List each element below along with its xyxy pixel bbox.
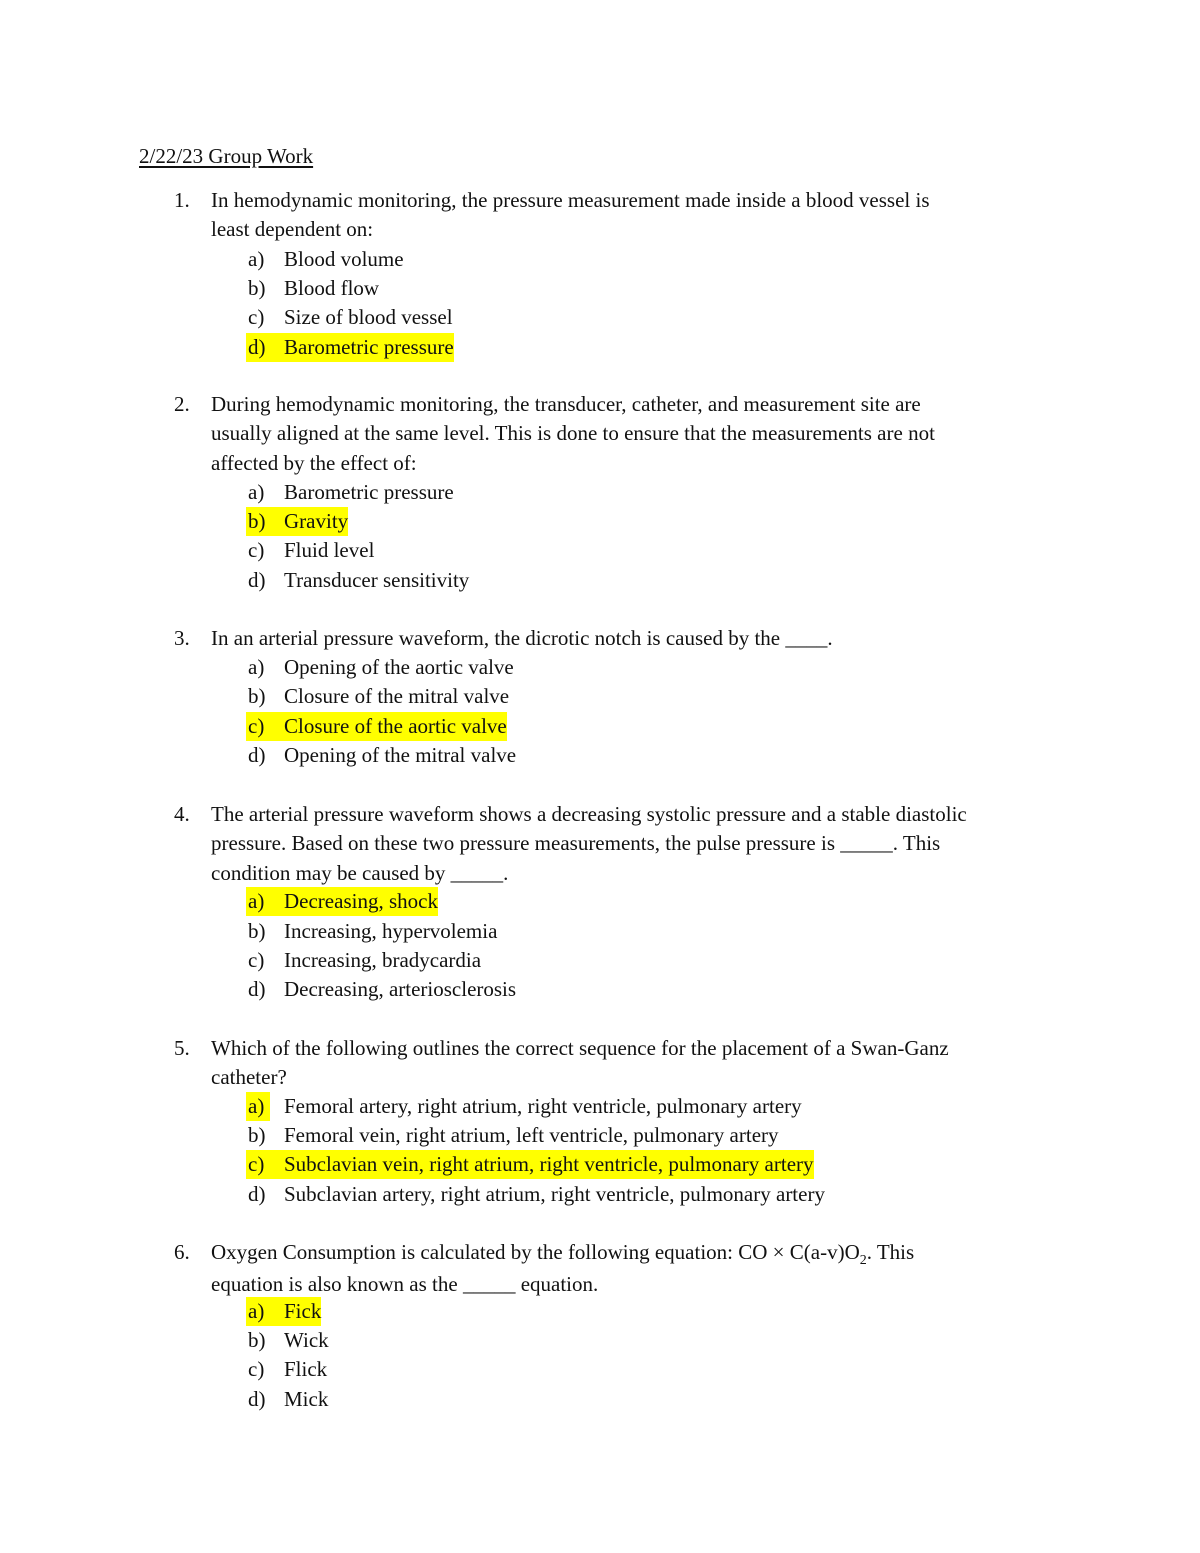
option-letter: d) xyxy=(248,1182,266,1206)
option-a xyxy=(246,478,454,507)
question-line: In an arterial pressure waveform, the dicrotic notch is caused by the ____. xyxy=(211,626,833,650)
option-text: Fluid level xyxy=(284,538,375,562)
option-text: Decreasing, shock xyxy=(284,889,438,913)
option-letter: c) xyxy=(248,948,265,972)
option-letter: b) xyxy=(248,276,266,300)
option-d xyxy=(246,1385,328,1414)
question-line: usually aligned at the same level. This is done to ensure that the measurements are not xyxy=(211,421,935,446)
question-text xyxy=(211,624,1071,653)
option-c xyxy=(246,1355,327,1384)
option-letter: d) xyxy=(248,977,266,1001)
option-b xyxy=(246,274,379,303)
option-text: Barometric pressure xyxy=(284,335,454,359)
option-c xyxy=(246,303,453,332)
option-d-highlighted-answer xyxy=(246,333,454,362)
option-text: Mick xyxy=(284,1387,329,1411)
question-number: 5. xyxy=(174,1036,190,1060)
option-text: Opening of the aortic valve xyxy=(284,655,514,679)
question-number: 4. xyxy=(174,802,190,826)
question-number: 6. xyxy=(174,1240,190,1264)
option-d xyxy=(246,566,469,595)
question-line-with-equation xyxy=(211,1238,1071,1270)
option-letter: c) xyxy=(248,538,265,562)
option-a xyxy=(246,653,514,682)
question-line: The arterial pressure waveform shows a decreasing systolic pressure and a stable diastolic xyxy=(211,802,967,826)
question-number: 1. xyxy=(174,188,190,212)
option-letter: d) xyxy=(248,743,266,767)
option-letter: a) xyxy=(248,655,265,679)
equation-prefix: Oxygen Consumption is calculated by the following equation: CO × C(a-v)O xyxy=(211,1240,860,1264)
equation-subscript: 2 xyxy=(859,1253,867,1268)
option-a-highlighted-answer xyxy=(246,887,438,916)
question-line: affected by the effect of: xyxy=(211,450,417,475)
option-letter: a) xyxy=(248,480,265,504)
option-text: Closure of the aortic valve xyxy=(284,714,507,738)
option-text: Decreasing, arteriosclerosis xyxy=(284,977,517,1001)
option-b xyxy=(246,682,509,711)
question-text xyxy=(211,390,1071,478)
option-text: Femoral vein, right atrium, left ventricle, pulmonary artery xyxy=(284,1123,779,1147)
option-b-highlighted-answer xyxy=(246,507,348,536)
option-letter: a) xyxy=(248,889,265,913)
question-line: catheter? xyxy=(211,1065,287,1090)
question-line: condition may be caused by _____. xyxy=(211,860,509,885)
question-text xyxy=(211,1238,1071,1300)
option-text: Subclavian artery, right atrium, right ventricle, pulmonary artery xyxy=(284,1182,825,1206)
option-a xyxy=(246,1092,802,1121)
option-text: Wick xyxy=(284,1328,329,1352)
option-text: Femoral artery, right atrium, right ventricle, pulmonary artery xyxy=(284,1094,802,1118)
option-text: Increasing, bradycardia xyxy=(284,948,482,972)
question-line: equation is also known as the _____ equation. xyxy=(211,1272,599,1297)
question-line: In hemodynamic monitoring, the pressure measurement made inside a blood vessel is xyxy=(211,188,930,212)
question-line: During hemodynamic monitoring, the transducer, catheter, and measurement site are xyxy=(211,392,921,416)
option-text: Subclavian vein, right atrium, right ventricle, pulmonary artery xyxy=(284,1152,814,1176)
option-b xyxy=(246,1326,329,1355)
option-letter-highlighted: a) xyxy=(246,1092,270,1121)
option-letter: c) xyxy=(248,1357,265,1381)
option-c-highlighted-answer xyxy=(246,712,507,741)
option-b xyxy=(246,1121,779,1150)
option-text: Blood flow xyxy=(284,276,380,300)
option-letter: b) xyxy=(248,684,266,708)
option-letter: c) xyxy=(248,714,265,738)
option-letter: d) xyxy=(248,1387,266,1411)
option-text: Increasing, hypervolemia xyxy=(284,919,498,943)
question-line: Which of the following outlines the correct sequence for the placement of a Swan-Ganz xyxy=(211,1036,949,1060)
option-letter: b) xyxy=(248,1123,266,1147)
option-letter: b) xyxy=(248,509,266,533)
option-letter: d) xyxy=(248,335,266,359)
option-c xyxy=(246,946,481,975)
option-d xyxy=(246,1180,825,1209)
option-letter: d) xyxy=(248,568,266,592)
question-text xyxy=(211,800,1071,888)
option-letter: c) xyxy=(248,305,265,329)
question-number: 2. xyxy=(174,392,190,416)
option-text: Size of blood vessel xyxy=(284,305,453,329)
option-text: Flick xyxy=(284,1357,328,1381)
question-text xyxy=(211,1034,1071,1093)
option-text: Blood volume xyxy=(284,247,404,271)
option-b xyxy=(246,917,497,946)
equation-suffix: . This xyxy=(866,1240,915,1264)
option-d xyxy=(246,975,516,1004)
question-number: 3. xyxy=(174,626,190,650)
option-text: Opening of the mitral valve xyxy=(284,743,517,767)
option-letter: b) xyxy=(248,1328,266,1352)
option-a xyxy=(246,245,404,274)
option-text: Closure of the mitral valve xyxy=(284,684,510,708)
option-d xyxy=(246,741,516,770)
question-line: pressure. Based on these two pressure measurements, the pulse pressure is _____. This xyxy=(211,831,941,856)
option-letter: a) xyxy=(248,1299,265,1323)
option-c xyxy=(246,536,374,565)
option-text: Fick xyxy=(284,1299,322,1323)
question-text xyxy=(211,186,1071,245)
document-title: 2/22/23 Group Work xyxy=(139,144,314,168)
option-letter: a) xyxy=(248,247,265,271)
option-text: Barometric pressure xyxy=(284,480,454,504)
option-letter: c) xyxy=(248,1152,265,1176)
option-a-highlighted-answer xyxy=(246,1297,321,1326)
option-letter: b) xyxy=(248,919,266,943)
option-c-highlighted-answer xyxy=(246,1150,814,1179)
question-line: least dependent on: xyxy=(211,217,374,242)
option-text: Transducer sensitivity xyxy=(284,568,470,592)
option-text: Gravity xyxy=(284,509,349,533)
